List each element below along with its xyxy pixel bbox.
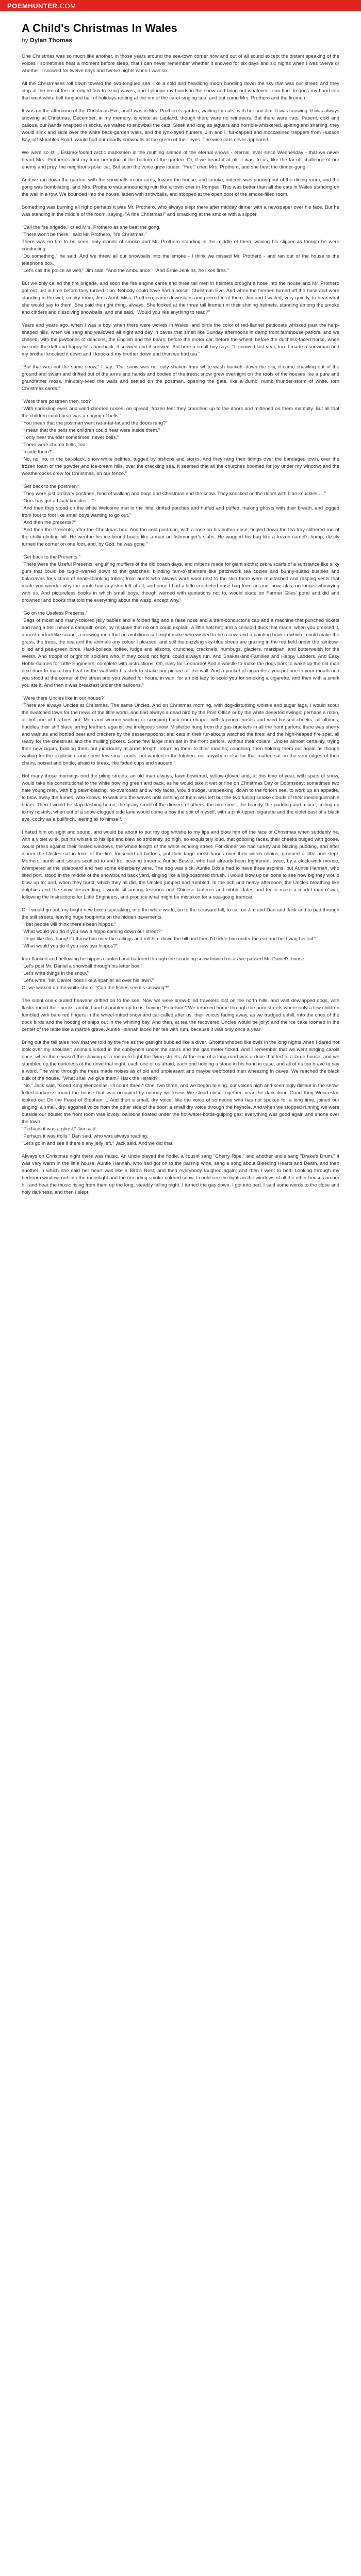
poem-paragraph: Years and years ago, when I was a boy, when there were wolves in Wales, and birds the color of red-flannel petticoats whisked past the harp-shaped hills, when we sang and wallowed all night and day in caves that smelt like Sunday afternoons in damp front farmhouse parlors, and we chased, with the jawbones of deacons, the English and the bears, before the motor car, before the wheel, before the duchess-faced horse, when we rode the daft and happy hills bareback, it snowed and it snowed. But here a small boy says: "It snowed last year, too. I made a snowman and my brother knocked it down and I knocked my brother down and then we had tea." [22,323,339,357]
poem-content [22,11,339,1196]
poem-paragraph: Or I would go out, my bright new boots squeaking, into the white world, on to the seaward hill, to call on Jim and Dan and Jack and to pad through the still streets, leaving huge footprints on the hidden pavements. "I bet people will think there's been hippos." "What would you do if you saw a hippo coming down our street?" "I'd go like this, bang! I'd throw him over the railings and roll him down the hill and then I'd tickle him under the ear and he'd wag his tail." "What would you do if you saw two hippos?" [22,907,339,949]
poem-title: A Child's Christmas In Wales [22,22,177,35]
poem-body [22,53,339,1196]
poem-paragraph: "Get back to the postmen" "They were just ordinary postmen, fond of walking and dogs and Christmas and the snow. They knocked on the doors with blue knuckles ...." "Ours has got a black knocker...." "And then they stood on the white Welcome mat in the little, drifted porches and huffed and puffed, making ghosts with their breath, and jogged from foot to foot like small boys wanting to go out." "And then the presents?" "And then the Presents, after the Christmas box. And the cold postman, with a rose on his button-nose, tingled down the tea-tray-slithered run of the chilly glinting hill. He went in his ice-bound boots like a man on fishmonger's slabs. He wagged his bag like a frozen camel's hump, dizzily turned the corner on one foot, and, by God, he was gone." [22,484,339,547]
poem-paragraph: But we only called the fire brigade, and soon the fire engine came and three tall men in helmets brought a hose into the house and Mr. Prothero got out just in time before they turned it on. Nobody could have had a noisier Christmas Eve. And when the firemen turned off the hose and were standing in the wet, smoky room, Jim's Aunt, Miss. Prothero, came downstairs and peered in at them. Jim and I waited, very quietly, to hear what she would say to them. She said the right thing, always. She looked at the three tall firemen in their shining helmets, standing among the smoke and cinders and dissolving snowballs, and she said, "Would you like anything to read?" [22,281,339,315]
poem-paragraph: "Go on the Useless Presents." "Bags of moist and many-colored jelly babies and a folded flag and a false nose and a tram-conductor's cap and a machine that punched tickets and rang a bell; never a catapult; once, by mistake that no one could explain, a little hatchet; and a celluloid duck that made, when you pressed it, a most unducklike sound, a mewing moo that an ambitious cat might make who wished to be a cow; and a painting book in which I could make the grass, the trees, the sea and the animals any colour I pleased, and still the dazzling sky-blue sheep are grazing in the red field under the rainbow-billed and pea-green birds. Hard-boileds, toffee, fudge and allsorts, crunches, cracknels, humbugs, glaciers, marzipan, and butterwelsh for the Welsh. And troops of bright tin soldiers who, if they could not fight, could always run. And Snakes-and-Families and Happy Ladders. And Easy Hobbi-Games for Little Engineers, complete with instructions. Oh, easy for Leonardo! And a whistle to make the dogs bark to wake up the old man next door to make him beat on the wall with his stick to shake our picture off the wall. And a packet of cigarettes: you put one in your mouth and you stood at the corner of the street and you waited for hours, in vain, for an old lady to scold you for smoking a cigarette, and then with a smirk you ate it. And then it was breakfast under the balloons." [22,611,339,688]
poem-paragraph: Not many those mornings trod the piling streets: an old man always, fawn-bowlered, yellow-gloved and, at this time of year, with spats of snow, would take his constitutional to the white bowling green and back, as he would take it wet or fine on Christmas Day or Doomsday; sometimes two hale young men, with big pawn-blazing, no-overcoats and windy faces, would trudge, unspeaking, down to the forlorn sea, to work up an appetite, to blow away the fumes, who knows, to walk into the waves until nothing of them was left but the two furling smoke clouds of their inextinguishable briars. Then I would be slap-dashing home, the gravy smell of the dinners of others, the bird smell, the brandy, the pudding and mince, coiling up to my nostrils, when out of a snow-clogged side lane would come a boy the spit of myself, with a pink-tipped cigarette and the violet past of a black eye, cocky as a bullfinch, leering all to himself. [22,773,339,822]
poem-paragraph: Always on Christmas night there was music. An uncle played the fiddle, a cousin sang "Cherry Ripe," and another uncle sang "Drake's Drum." It was very warm in the little house. Auntie Hannah, who had got on to the parsnip wine, sang a song about Bleeding Hearts and Death, and then another in which she said her heart was like a Bird's Nest; and then everybody laughed again; and then I went to bed. Looking through my bedroom window, out into the moonlight and the unending smoke-colored snow, I could see the lights in the windows of all the other houses on our hill and hear the music rising from them up the long, steadily falling night. I turned the gas down, I got into bed. I said some words to the close and holy darkness, and then I slept. [22,1154,339,1195]
poem-paragraph: We were so still, Eskimo-footed arctic marksmen in the muffling silence of the eternal snows - eternal, ever since Wednesday - that we never heard Mrs. Prothero's first cry from her igloo at the bottom of the garden. Or, if we heard it at all, it was, to us, like the far-off challenge of our enemy and prey, the neighbor's polar cat. But soon the voice grew louder. "Fire!" cried Mrs. Prothero, and she beat the dinner-gong. [22,150,339,170]
byline-prefix: by [22,37,28,44]
poem-paragraph: The silent one-clouded heavens drifted on to the sea. Now we were snow-blind travelers lost on the north hills, and vast dewlapped dogs, with flasks round their necks, ambled and shambled up to us, baying "Excelsior." We returned home through the poor streets where only a few children fumbled with bare red fingers in the wheel-rutted snow and cat-called after us, their voices fading away, as we trudged uphill, into the cries of the dock birds and the hooting of ships out in the whirling bay. And then, at tea the recovered Uncles would be jolly; and the ice cake loomed in the center of the table like a marble grave. Auntie Hannah laced her tea with rum, because it was only once a year. [22,998,339,1032]
site-header [0,0,361,11]
poem-paragraph: "Call the fire brigade," cried Mrs. Prothero as she beat the gong. "There won't be there," said Mr. Prothero, "it's Christmas." There was no fire to be seen, only clouds of smoke and Mr. Prothero standing in the middle of them, waving his slipper as though he were conducting. "Do something," he said. And we threw all our snowballs into the smoke - I think we missed Mr. Prothero - and ran out of the house to the telephone box. "Let's call the police as well," Jim said. "And the ambulance." "And Ernie Jenkins, he likes fires." [22,225,339,274]
author-link[interactable]: Dylan Thomas [30,37,73,44]
poem-paragraph: "But that was not the same snow," I say. "Our snow was not only shaken from white-wash buckets down the sky, it came shawling out of the ground and swam and drifted out of the arms and hands and bodies of the trees; snow grew overnight on the roofs of the houses like a pure and grandfather moss, minutely-ivied the walls and settled on the postman, opening the gate, like a dumb, numb thunder-storm of white, torn Christmas cards." [22,364,339,392]
poem-paragraph: Bring out the tall tales now that we told by the fire as the gaslight bubbled like a diver. Ghosts whooed like owls in the long nights when I dared not look over my shoulder; animals lurked in the cubbyhole under the stairs and the gas meter ticked. And I remember that we went singing carols once, when there wasn't the shaving of a moon to light the flying streets. At the end of a long road was a drive that led to a large house, and we stumbled up the darkness of the drive that night, each one of us afraid, each one holding a stone in his hand in case, and all of us too brave to say a word. The wind through the trees made noises as of old and unpleasant and maybe webfooted men wheezing in caves. We reached the black bulk of the house. "What shall we give them? Hark the Herald?" "No," Jack said, "Good King Wenceslas. I'll count three." One, two three, and we began to sing, our voices high and seemingly distant in the snow-felted darkness round the house that was occupied by nobody we knew. We stood close together, near the dark door. Good King Wenceslas looked out On the Feast of Stephen ... And then a small, dry voice, like the voice of someone who has not spoken for a long time, joined our singing: a small, dry, eggshell voice from the other side of the door: a small dry voice through the keyhole. And when we stopped running we were outside our house; the front room was lovely; balloons floated under the hot-water-bottle-gulping gas; everything was good again and shone over the town. "Perhaps it was a ghost," Jim said. "Perhaps it was trolls," Dan said, who was always reading. "Let's go in and see if there's any jelly left," Jack said. And we did that. [22,1040,339,1146]
poem-paragraph: One Christmas was so much like another, in those years around the sea-town corner now and out of all sound except the distant speaking of the voices I sometimes hear a moment before sleep, that I can never remember whether it snowed for six days and six nights when I was twelve or whether it snowed for twelve days and twelve nights when I was six. [22,54,339,74]
logo-main-text: POEMHUNTER [7,2,58,10]
poem-paragraph: Iron-flanked and bellowing he-hippos clanked and battered through the scudding snow toward us as we passed Mr. Daniel's house. "Let's post Mr. Daniel a snowball through his letter box." "Let's write things in the snow." "Let's write, 'Mr. Daniel looks like a spaniel' all over his lawn." Or we walked on the white shore. "Can the fishes see it's snowing?" [22,956,306,991]
site-logo[interactable] [7,2,76,10]
logo-suffix-text: .COM [57,2,76,10]
poem-paragraph: And we ran down the garden, with the snowballs in our arms, toward the house; and smoke, indeed, was pouring out of the dining-room, and the gong was bombilating, and Mrs. Prothero was announcing ruin like a town crier in Pompeii. This was better than all the cats in Wales standing on the wall in a row. We bounded into the house, laden with snowballs, and stopped at the open door of the smoke-filled room. [22,177,339,197]
poem-paragraph: It was on the afternoon of the Christmas Eve, and I was in Mrs. Prothero's garden, waiting for cats, with her son Jim. It was snowing. It was always snowing at Christmas. December, in my memory, is white as Lapland, though there were no reindeers. But there were cats. Patient, cold and callous, our hands wrapped in socks, we waited to snowball the cats. Sleek and long as jaguars and horrible-whiskered, spitting and snarling, they would slink and sidle over the white back-garden walls, and the lynx-eyed hunters, Jim and I, fur-capped and moccasined trappers from Hudson Bay, off Mumbles Road, would hurl our deadly snowballs at the green of their eyes. The wise cats never appeared. [22,108,339,143]
poem-paragraph: All the Christmases roll down toward the two-tongued sea, like a cold and headlong moon bundling down the sky that was our street; and they stop at the rim of the ice-edged fish-freezing waves, and I plunge my hands in the snow and bring out whatever I can find. In goes my hand into that wool-white bell-tongued ball of holidays resting at the rim of the carol-singing sea, and out come Mrs. Prothero and the firemen. [22,81,339,101]
poem-paragraph: I hated him on sight and sound, and would be about to put my dog whistle to my lips and blow him off the face of Christmas when suddenly he, with a violet wink, put his whistle to his lips and blew so stridently, so high, so exquisitely loud, that gobbling faces, their cheeks bulged with goose, would press against their tinsled windows, the whole length of the white echoing street. For dinner we had turkey and blazing pudding, and after dinner the Uncles sat in front of the fire, loosened all buttons, put their large moist hands over their watch chains, groaned a little and slept. Mothers, aunts and sisters scuttled to and fro, bearing tureens. Auntie Bessie, who had already been frightened, twice, by a clock-work mouse, whimpered at the sideboard and had some elderberry wine. The dog was sick. Auntie Dosie had to have three aspirins, but Auntie Hannah, who liked port, stood in the middle of the snowbound back yard, singing like a big-bosomed thrush. I would blow up balloons to see how big they would blow up to; and, when they burst, which they all did, the Uncles jumped and rumbled. In the rich and heavy afternoon, the Uncles breathing like dolphins and the snow descending, I would sit among festoons and Chinese lanterns and nibble dates and try to make a model man-o'-war, following the Instructions for Little Engineers, and produce what might be mistaken for a sea-going tramcar. [22,829,339,900]
poem-paragraph: "Were there Uncles like in our house?" "There are always Uncles at Christmas. The same Uncles. And on Christmas morning, with dog-disturbing whistle and sugar fags, I would scour the swatched town for the news of the little world, and find always a dead bird by the Post Office or by the white deserted swings; perhaps a robin, all but one of his fires out. Men and women wading or scooping back from chapel, with taproom noses and wind-bussed cheeks, all albinos, huddles their stiff black jarring feathers against the irreligious snow. Mistletoe hung from the gas brackets in all the front parlors; there was sherry and walnuts and bottled beer and crackers by the dessertspoons; and cats in their fur-abouts watched the fires; and the high-heaped fire spat, all ready for the chestnuts and the mulling pokers. Some few large men sat in the front parlors, without their collars, Uncles almost certainly, trying their new cigars, holding them out judiciously at arms' length, returning them to their mouths, coughing, then holding them out again as though waiting for the explosion; and some few small aunts, not wanted in the kitchen, nor anywhere else for that matter, sat on the very edges of their chairs, poised and brittle, afraid to break, like faded cups and saucers." [22,696,339,766]
poem-paragraph: "Were there postmen then, too?" "With sprinkling eyes and wind-cherried noses, on spread, frozen feet they crunched up to the doors and mittened on them manfully. But all that the children could hear was a ringing of bells." "You mean that the postman went rat-a-tat-tat and the doors rang?" "I mean that the bells the children could hear were inside them." "I only hear thunder sometimes, never bells." "There were church bells, too." "Inside them?" "No, no, no, in the bat-black, snow-white belfries, tugged by bishops and storks. And they rang their tidings over the bandaged town, over the frozen foam of the powder and ice-cream hills, over the crackling sea. It seemed that all the churches boomed for joy under my window; and the weathercocks crew for Christmas, on our fence." [22,399,339,477]
poem-paragraph: Something was burning all right; perhaps it was Mr. Prothero, who always slept there after midday dinner with a newspaper over his face. But he was standing in the middle of the room, saying, "A fine Christmas!" and smacking at the smoke with a slipper. [22,205,339,217]
byline [22,37,339,44]
poem-paragraph: "Get back to the Presents." "There were the Useful Presents: engulfing mufflers of the old coach days, and mittens made for giant sloths; zebra scarfs of a substance like silky gum that could be tug-o'-warred down to the galoshes; blinding tam-o'-shanters like patchwork tea cozies and bunny-suited busbies and balaclavas for victims of head-shrinking tribes; from aunts who always wore wool next to the skin there were mustached and rasping vests that made you wonder why the aunts had any skin left at all; and once I had a little crocheted nose bag from an aunt now, alas, no longer whinnying with us. And pictureless books in which small boys, though warned with quotations not to, would skate on Farmer Giles' pond and did and drowned; and books that told me everything about the wasp, except why." [22,554,339,603]
